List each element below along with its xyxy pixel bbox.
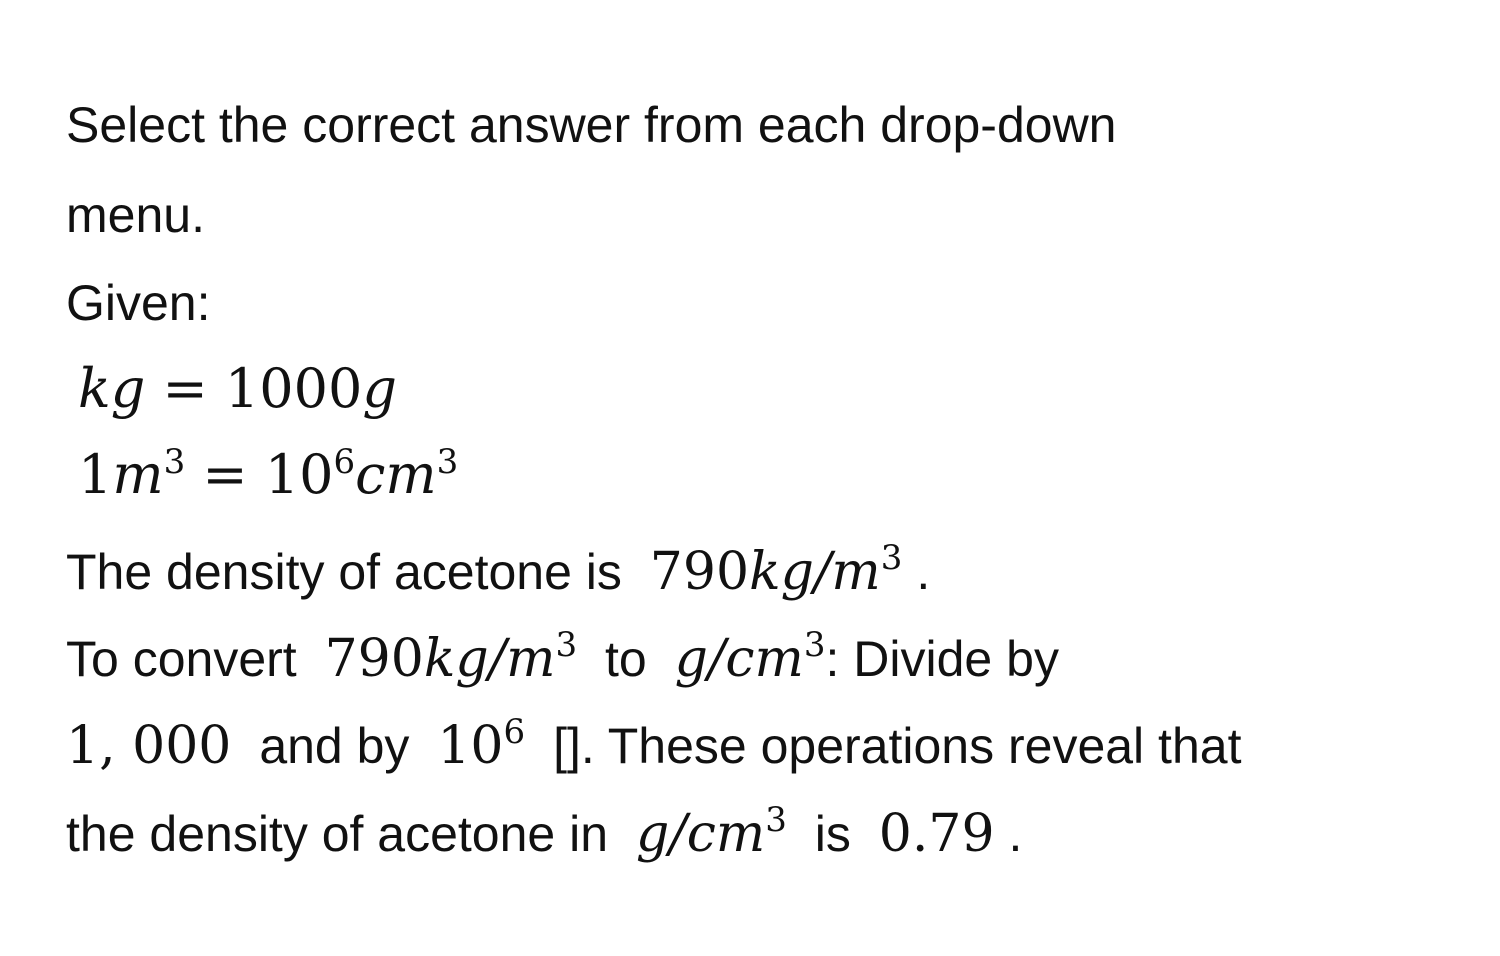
vol-lhs-unit: m xyxy=(112,443,164,506)
vol-lhs-number: 1 xyxy=(78,443,113,506)
density-value-exponent: 3 xyxy=(880,538,903,578)
given-kg-equation xyxy=(78,357,397,420)
reveal-text: . These operations reveal that xyxy=(580,718,1242,774)
kg-rhs-number: 1000 xyxy=(224,357,363,420)
given-volume-equation xyxy=(78,442,459,506)
convert-to-unit-text: g/cm xyxy=(674,629,804,689)
density-sentence xyxy=(66,538,931,602)
instruction-line-1: Select the correct answer from each drop-down xyxy=(66,97,1117,153)
line4-prefix: the density of acetone in xyxy=(66,806,609,862)
convert-from-value xyxy=(324,625,578,689)
convert-from-unit: kg/m xyxy=(423,629,556,689)
vol-rhs-exponent: 6 xyxy=(333,442,356,482)
density-period: . xyxy=(916,544,931,600)
convert-from-exponent: 3 xyxy=(555,625,578,665)
convert-from-number: 790 xyxy=(324,629,424,689)
line4-unit-exponent: 3 xyxy=(765,800,787,840)
million-value xyxy=(437,712,526,776)
vol-equals: = xyxy=(202,443,248,506)
convert-to-exponent: 3 xyxy=(803,625,826,665)
convert-to-word: to xyxy=(605,631,647,687)
is-word: is xyxy=(814,806,851,862)
kg-rhs-unit: g xyxy=(362,357,397,420)
vol-rhs-unit: cm xyxy=(355,443,437,506)
density-value xyxy=(649,538,903,602)
final-period: . xyxy=(1008,806,1023,862)
divide-text: : Divide by xyxy=(825,631,1059,687)
density-value-number: 790 xyxy=(649,542,750,602)
line4-unit-text: g/cm xyxy=(635,804,766,864)
million-exponent: 6 xyxy=(503,712,526,752)
given-label: Given: xyxy=(66,275,211,331)
result-value: 0.79 xyxy=(878,804,995,864)
convert-line-1 xyxy=(66,625,1059,689)
convert-line-2 xyxy=(66,712,1242,776)
kg-equals: = xyxy=(162,357,208,420)
vol-rhs-unit-exponent: 3 xyxy=(436,442,459,482)
and-by-text: and by xyxy=(259,718,410,774)
convert-prefix: To convert xyxy=(66,631,297,687)
line4-unit xyxy=(635,800,787,864)
thousand-value: 1, 000 xyxy=(66,716,232,776)
instruction-line-2: menu. xyxy=(66,187,205,243)
convert-line-3 xyxy=(66,800,1023,864)
answer-dropdown-blank[interactable]: [] xyxy=(553,718,581,774)
density-prefix: The density of acetone is xyxy=(66,544,622,600)
convert-to-unit xyxy=(674,625,826,689)
density-value-unit: kg/m xyxy=(749,542,881,602)
kg-lhs: kg xyxy=(78,357,146,420)
million-base: 10 xyxy=(437,716,504,776)
vol-lhs-exponent: 3 xyxy=(163,442,186,482)
vol-rhs-base: 10 xyxy=(264,443,334,506)
